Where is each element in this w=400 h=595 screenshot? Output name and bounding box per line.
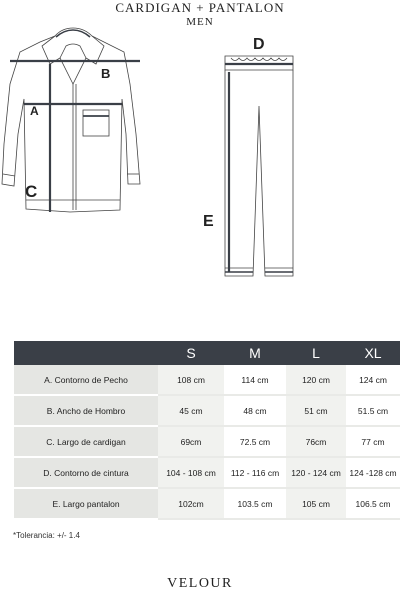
page-title: CARDIGAN + PANTALON: [115, 0, 285, 15]
size-table: [14, 341, 400, 520]
table-cell: 72.5 cm: [224, 427, 286, 458]
table-cell: 120 cm: [286, 365, 346, 396]
table-cell: 69cm: [158, 427, 224, 458]
size-header-xl: XL: [346, 341, 400, 365]
table-cell: 51 cm: [286, 396, 346, 427]
label-e: E: [203, 213, 214, 230]
table-cell: 124 cm: [346, 365, 400, 396]
row-label: D. Contorno de cintura: [14, 458, 158, 489]
table-cell: 48 cm: [224, 396, 286, 427]
table-cell: 103.5 cm: [224, 489, 286, 520]
label-a: A: [30, 104, 39, 118]
size-header-s: S: [158, 341, 224, 365]
row-label: B. Ancho de Hombro: [14, 396, 158, 427]
label-b: B: [101, 66, 111, 81]
table-cell: 102cm: [158, 489, 224, 520]
page-subtitle: MEN: [186, 16, 214, 28]
header-empty-cell: [14, 341, 158, 365]
size-header-m: M: [224, 341, 286, 365]
table-cell: 120 - 124 cm: [286, 458, 346, 489]
cardigan-diagram: [0, 24, 160, 224]
row-label: E. Largo pantalon: [14, 489, 158, 520]
table-row: [14, 458, 400, 489]
table-cell: 104 - 108 cm: [158, 458, 224, 489]
table-row: [14, 427, 400, 458]
table-row: [14, 489, 400, 520]
table-header-row: [14, 341, 400, 365]
size-header-l: L: [286, 341, 346, 365]
tolerance-note: *Tolerancia: +/- 1.4: [13, 531, 80, 540]
table-cell: 105 cm: [286, 489, 346, 520]
table-cell: 106.5 cm: [346, 489, 400, 520]
table-cell: 124 -128 cm: [346, 458, 400, 489]
table-cell: 108 cm: [158, 365, 224, 396]
pantalon-diagram: [195, 36, 315, 286]
row-label: A. Contorno de Pecho: [14, 365, 158, 396]
table-cell: 76cm: [286, 427, 346, 458]
table-row: [14, 365, 400, 396]
table-cell: 51.5 cm: [346, 396, 400, 427]
table-cell: 112 - 116 cm: [224, 458, 286, 489]
table-cell: 45 cm: [158, 396, 224, 427]
label-c: C: [25, 182, 38, 201]
row-label: C. Largo de cardigan: [14, 427, 158, 458]
label-d: D: [253, 36, 265, 53]
table-cell: 77 cm: [346, 427, 400, 458]
table-cell: 114 cm: [224, 365, 286, 396]
brand-logo: VELOUR: [167, 576, 233, 591]
table-row: [14, 396, 400, 427]
